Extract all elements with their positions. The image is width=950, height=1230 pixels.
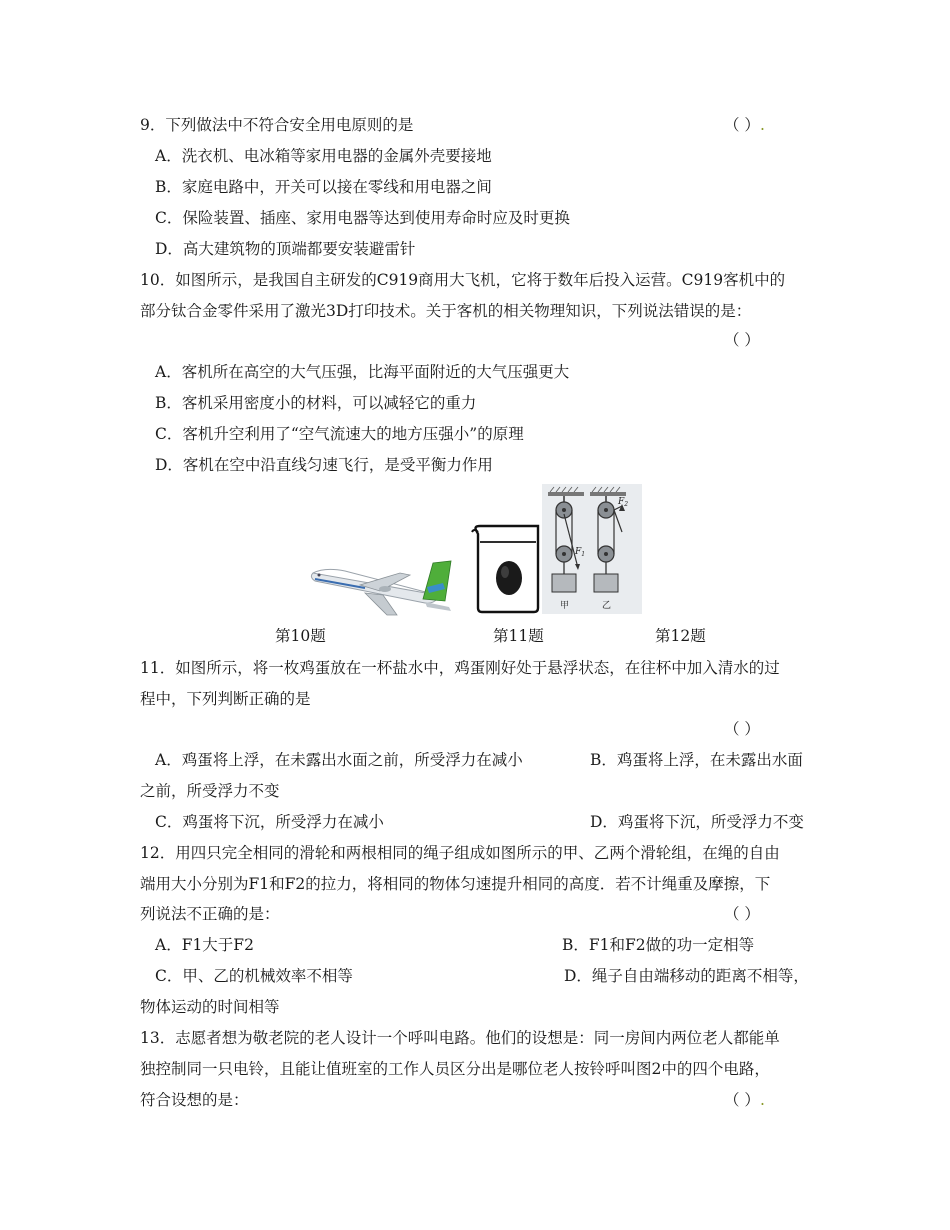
q10-stem-line1: 10．如图所示，是我国自主研发的C919商用大飞机，它将于数年后投入运营。C919客机中的 bbox=[140, 271, 786, 289]
pulley-figure bbox=[542, 484, 642, 614]
q11-stem-line2: 程中，下列判断正确的是 bbox=[140, 690, 311, 708]
q10-option-b: B．客机采用密度小的材料，可以减轻它的重力 bbox=[155, 394, 477, 412]
q11-option-c: C．鸡蛋将下沉，所受浮力在减小 bbox=[155, 813, 384, 831]
q12-option-b: B．F1和F2做的功一定相等 bbox=[562, 936, 755, 954]
q12-option-d: D．绳子自由端移动的距离不相等， bbox=[564, 967, 809, 985]
q9-answer-bracket: （ ）. bbox=[724, 116, 765, 134]
q12-stem-line2: 端用大小分别为F1和F2的拉力，将相同的物体匀速提升相同的高度．若不计绳重及摩擦，下 bbox=[140, 875, 771, 893]
q11-option-b: B．鸡蛋将上浮，在未露出水面 bbox=[590, 751, 803, 769]
q13-answer-bracket: （ ）. bbox=[724, 1091, 765, 1109]
q12-answer-bracket: （ ） bbox=[724, 905, 760, 923]
q11-stem-line1: 11．如图所示，将一枚鸡蛋放在一杯盐水中，鸡蛋刚好处于悬浮状态，在往杯中加入清水的过 bbox=[140, 659, 780, 677]
f2-label: $F_2$ bbox=[618, 497, 629, 508]
f1-label: $F_1$ bbox=[575, 547, 586, 558]
q9-option-a: A．洗衣机、电冰箱等家用电器的金属外壳要接地 bbox=[155, 147, 492, 165]
q12-option-d-cont: 物体运动的时间相等 bbox=[140, 998, 280, 1016]
pulley-label-yi: 乙 bbox=[602, 601, 612, 611]
q13-stem-line1: 13．志愿者想为敬老院的老人设计一个呼叫电路。他们的设想是：同一房间内两位老人都能单 bbox=[140, 1029, 780, 1047]
q10-answer-bracket: （ ） bbox=[724, 331, 760, 349]
q9-stem: 9．下列做法中不符合安全用电原则的是 bbox=[140, 116, 414, 134]
q10-option-a: A．客机所在高空的大气压强，比海平面附近的大气压强更大 bbox=[155, 363, 570, 381]
q9-option-b: B．家庭电路中，开关可以接在零线和用电器之间 bbox=[155, 178, 492, 196]
q11-answer-bracket: （ ） bbox=[724, 720, 760, 738]
q13-stem-line2: 独控制同一只电铃，且能让值班室的工作人员区分出是哪位老人按铃呼叫图2中的四个电路， bbox=[140, 1060, 770, 1078]
q12-option-c: C．甲、乙的机械效率不相等 bbox=[155, 967, 353, 985]
q9-dot: . bbox=[759, 116, 765, 134]
q10-stem-line2: 部分钛合金零件采用了激光3D打印技术。关于客机的相关物理知识，下列说法错误的是： bbox=[140, 302, 752, 320]
beaker-egg-figure bbox=[470, 522, 545, 614]
caption-q12: 第12题 bbox=[655, 627, 706, 645]
q10-option-d: D．客机在空中沿直线匀速飞行，是受平衡力作用 bbox=[155, 456, 493, 474]
q13-dot: . bbox=[759, 1091, 765, 1109]
q10-option-c: C．客机升空利用了“空气流速大的地方压强小”的原理 bbox=[155, 425, 524, 443]
caption-q11: 第11题 bbox=[493, 627, 544, 645]
q11-option-b-cont: 之前，所受浮力不变 bbox=[140, 782, 280, 800]
q12-stem-line3: 列说法不正确的是： bbox=[140, 905, 280, 923]
airplane-figure bbox=[305, 555, 455, 617]
q11-option-a: A．鸡蛋将上浮，在未露出水面之前，所受浮力在减小 bbox=[155, 751, 523, 769]
q13-stem-line3: 符合设想的是： bbox=[140, 1091, 249, 1109]
q11-option-d: D．鸡蛋将下沉，所受浮力不变 bbox=[590, 813, 804, 831]
q9-option-d: D．高大建筑物的顶端都要安装避雷针 bbox=[155, 240, 416, 258]
q12-option-a: A．F1大于F2 bbox=[155, 936, 254, 954]
caption-q10: 第10题 bbox=[275, 627, 326, 645]
pulley-label-jia: 甲 bbox=[560, 601, 570, 611]
q9-option-c: C．保险装置、插座、家用电器等达到使用寿命时应及时更换 bbox=[155, 209, 570, 227]
q12-stem-line1: 12．用四只完全相同的滑轮和两根相同的绳子组成如图所示的甲、乙两个滑轮组，在绳的自由 bbox=[140, 844, 780, 862]
